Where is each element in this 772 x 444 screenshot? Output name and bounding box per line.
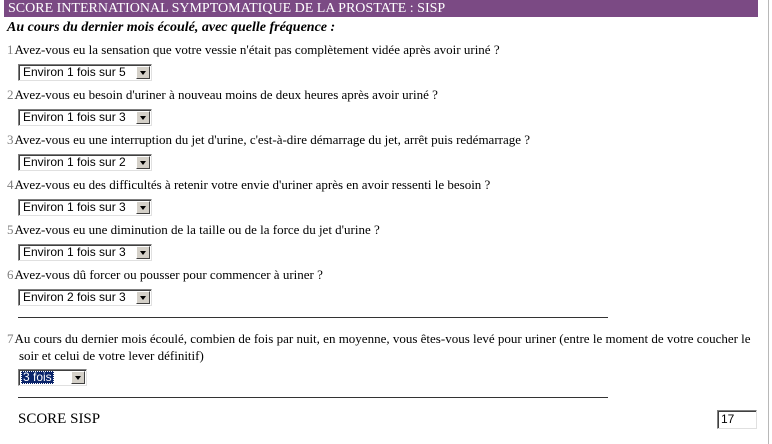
score-divider: [18, 397, 608, 398]
question-7: [7, 330, 757, 364]
question-1: [7, 41, 500, 58]
question-text: Avez-vous dû forcer ou pousser pour commencer à uriner ?: [14, 267, 323, 282]
question-text: Avez-vous eu des difficultés à retenir votre envie d'uriner après en avoir ressenti le besoin ?: [14, 177, 491, 192]
question-number: 5: [7, 222, 14, 237]
answer-select-7[interactable]: [18, 369, 87, 386]
frame-divider: [768, 0, 769, 444]
select-value: Environ 1 fois sur 3: [23, 200, 126, 214]
answer-select-1[interactable]: [18, 64, 152, 81]
question-number: 1: [7, 42, 14, 57]
chevron-down-icon[interactable]: [136, 246, 150, 259]
answer-select-3[interactable]: [18, 154, 152, 171]
chevron-down-icon[interactable]: [136, 201, 150, 214]
question-number: 3: [7, 132, 14, 147]
select-value: Environ 1 fois sur 5: [23, 65, 126, 79]
select-value: 3 fois: [23, 371, 52, 384]
answer-select-6[interactable]: [18, 289, 152, 306]
select-value: Environ 2 fois sur 3: [23, 290, 126, 304]
select-value: Environ 1 fois sur 2: [23, 155, 126, 169]
question-5: [7, 221, 380, 238]
chevron-down-icon[interactable]: [136, 66, 150, 79]
question-text: Avez-vous eu la sensation que votre vessie n'était pas complètement vidée après avoir uriné ?: [14, 42, 500, 57]
chevron-down-icon[interactable]: [136, 291, 150, 304]
answer-select-2[interactable]: [18, 109, 152, 126]
question-text: Avez-vous eu une diminution de la taille ou de la force du jet d'urine ?: [14, 222, 380, 237]
chevron-down-icon[interactable]: [136, 111, 150, 124]
chevron-down-icon[interactable]: [136, 156, 150, 169]
page-title: SCORE INTERNATIONAL SYMPTOMATIQUE DE LA PROSTATE : SISP: [8, 1, 446, 16]
select-value: Environ 1 fois sur 3: [23, 245, 126, 259]
form-subtitle: Au cours du dernier mois écoulé, avec quelle fréquence :: [7, 20, 336, 35]
question-number: 2: [7, 87, 14, 102]
question-text: Avez-vous eu besoin d'uriner à nouveau moins de deux heures après avoir uriné ?: [14, 87, 438, 102]
section-divider: [18, 317, 608, 318]
question-number: 6: [7, 267, 14, 282]
question-number: 7: [7, 331, 14, 346]
chevron-down-icon[interactable]: [71, 371, 85, 384]
answer-select-4[interactable]: [18, 199, 152, 216]
question-3: [7, 131, 530, 148]
score-label: SCORE SISP: [18, 411, 101, 427]
question-number: 4: [7, 177, 14, 192]
answer-select-5[interactable]: [18, 244, 152, 261]
page-title-bar: [4, 0, 758, 17]
question-2: [7, 86, 438, 103]
question-text: Avez-vous eu une interruption du jet d'urine, c'est-à-dire démarrage du jet, arrêt puis redémarrage ?: [14, 132, 531, 147]
question-4: [7, 176, 490, 193]
question-text: Au cours du dernier mois écoulé, combien de fois par nuit, en moyenne, vous êtes-vous levé pour uriner (entre le moment de votre coucher le soir et celui de votre lever définitif): [14, 331, 751, 363]
select-value: Environ 1 fois sur 3: [23, 110, 126, 124]
question-6: [7, 266, 323, 283]
score-field[interactable]: 17: [717, 410, 757, 429]
